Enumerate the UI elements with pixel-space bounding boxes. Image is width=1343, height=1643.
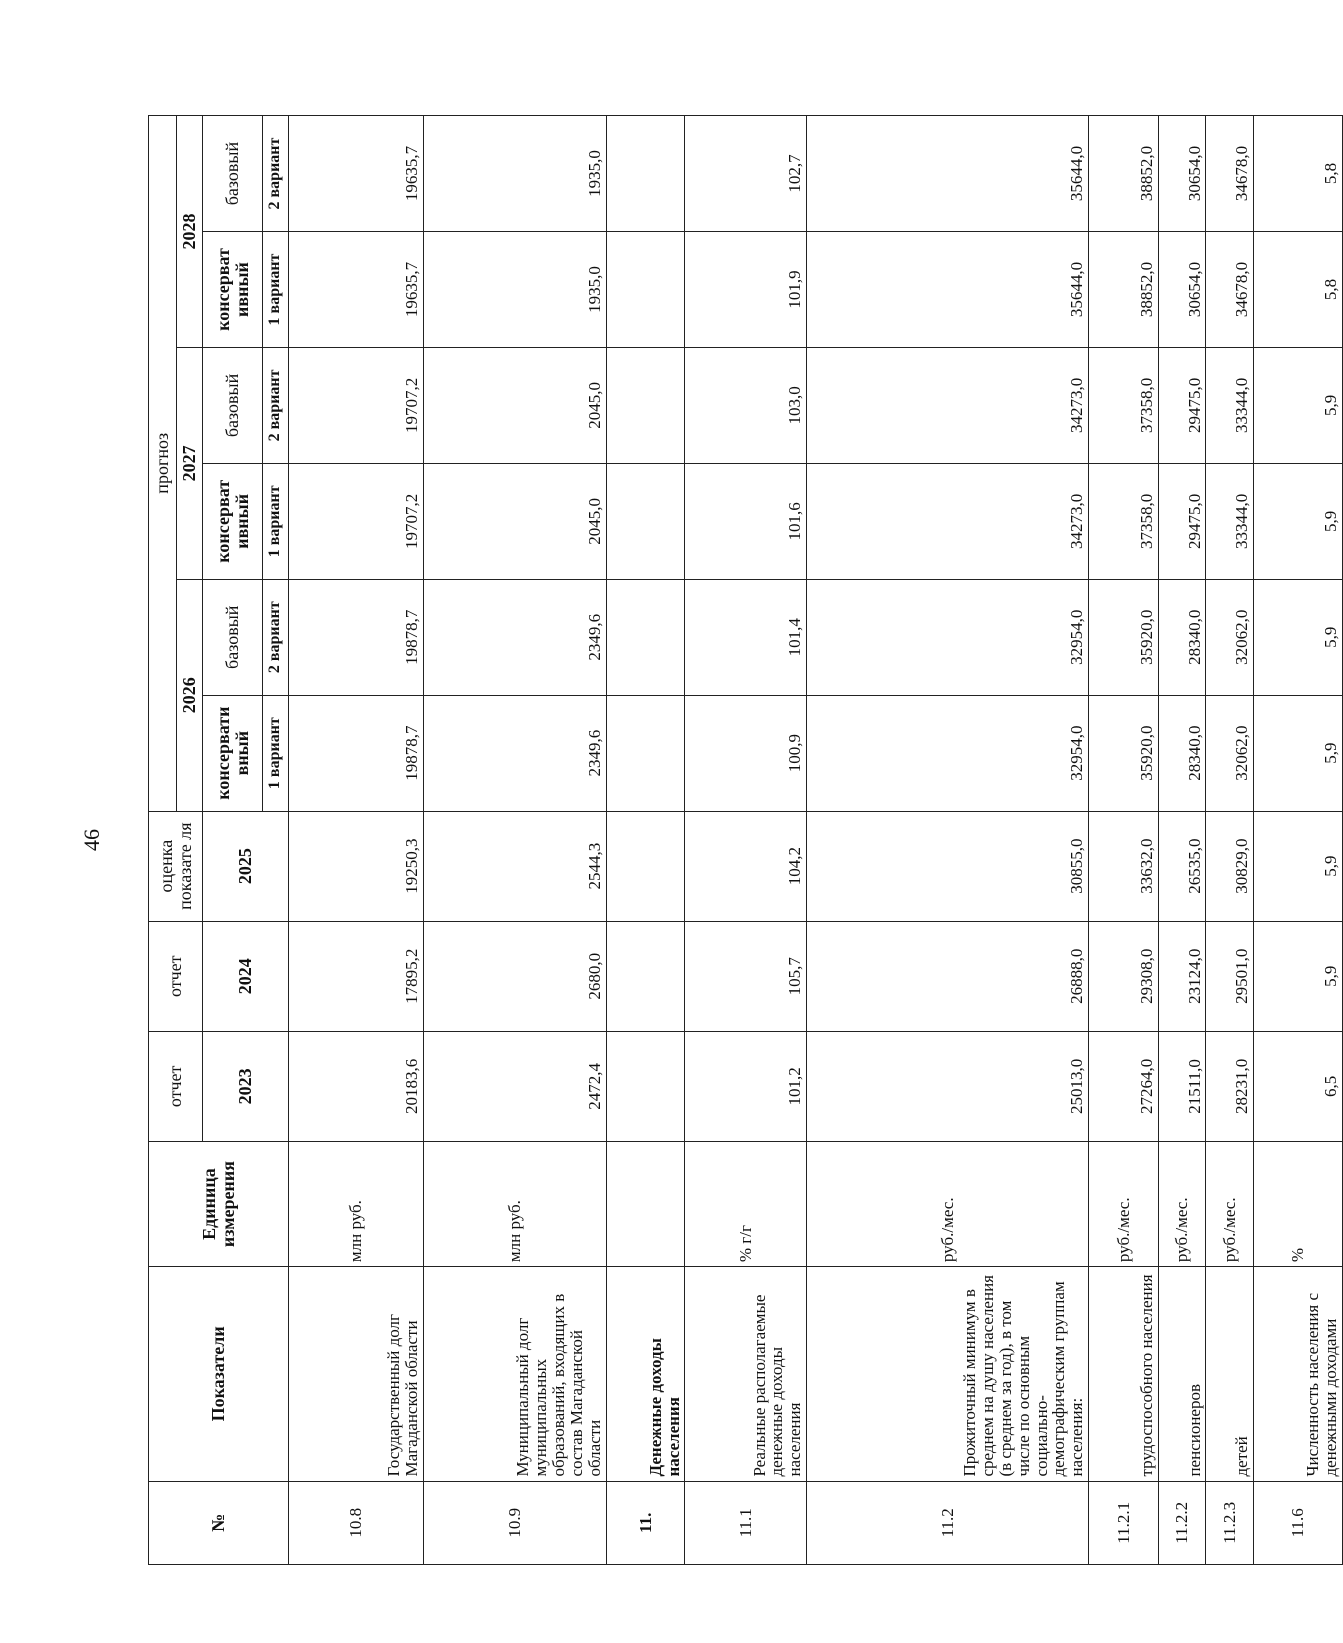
conservative-2026-header: консервати вный	[203, 695, 263, 811]
value-cell: 1935,0	[424, 232, 607, 348]
variant-1-2026: 1 вариант	[263, 695, 289, 811]
estimate-header: оценка показате ля	[149, 811, 203, 921]
table-row	[807, 116, 1089, 1565]
value-cell: 35644,0	[807, 116, 1089, 232]
row-number: 10.8	[289, 1481, 424, 1564]
value-cell: 32062,0	[1206, 579, 1254, 695]
indicator-name: Численность населения с денежными доходами	[1253, 1267, 1342, 1481]
row-number: 11.2.3	[1206, 1481, 1254, 1564]
value-cell: 28340,0	[1158, 695, 1206, 811]
variant-1-2027: 1 вариант	[263, 463, 289, 579]
value-cell: 29475,0	[1158, 347, 1206, 463]
col-no-header: №	[149, 1481, 289, 1564]
value-cell: 17895,2	[289, 921, 424, 1031]
value-cell: 37358,0	[1089, 463, 1159, 579]
value-cell: 30829,0	[1206, 811, 1254, 921]
value-cell	[606, 921, 685, 1031]
year-2028-header: 2028	[177, 116, 203, 348]
value-cell: 5,9	[1253, 579, 1342, 695]
value-cell: 2045,0	[424, 463, 607, 579]
value-cell: 33344,0	[1206, 463, 1254, 579]
table-row	[289, 116, 424, 1565]
unit-cell: руб./мес.	[1206, 1141, 1254, 1266]
value-cell: 19635,7	[289, 232, 424, 348]
value-cell: 25013,0	[807, 1031, 1089, 1141]
value-cell: 19707,2	[289, 347, 424, 463]
year-2027-header: 2027	[177, 347, 203, 579]
value-cell: 34678,0	[1206, 232, 1254, 348]
value-cell: 35920,0	[1089, 579, 1159, 695]
year-2024-header: 2024	[203, 921, 289, 1031]
value-cell: 34273,0	[807, 347, 1089, 463]
value-cell: 30855,0	[807, 811, 1089, 921]
value-cell: 38852,0	[1089, 232, 1159, 348]
variant-2-2026: 2 вариант	[263, 579, 289, 695]
year-2023-header: 2023	[203, 1031, 289, 1141]
value-cell	[606, 347, 685, 463]
base-2028-header: базовый	[203, 116, 263, 232]
forecast-table	[148, 115, 1343, 1565]
value-cell: 34678,0	[1206, 116, 1254, 232]
value-cell: 100,9	[685, 695, 807, 811]
value-cell: 2045,0	[424, 347, 607, 463]
value-cell: 105,7	[685, 921, 807, 1031]
table-row	[1089, 116, 1159, 1565]
row-number: 11.2	[807, 1481, 1089, 1564]
value-cell: 5,9	[1253, 811, 1342, 921]
forecast-header: прогноз	[149, 116, 177, 812]
value-cell: 5,8	[1253, 232, 1342, 348]
conservative-2027-header: консерват ивный	[203, 463, 263, 579]
row-number: 11.1	[685, 1481, 807, 1564]
table-row	[1206, 116, 1254, 1565]
table-body	[289, 116, 1343, 1565]
value-cell: 30654,0	[1158, 232, 1206, 348]
value-cell: 19878,7	[289, 695, 424, 811]
value-cell	[606, 811, 685, 921]
value-cell: 34273,0	[807, 463, 1089, 579]
value-cell: 35644,0	[807, 232, 1089, 348]
value-cell: 5,9	[1253, 347, 1342, 463]
indicator-name: трудоспособного населения	[1089, 1267, 1159, 1481]
report-2023-header: отчет	[149, 1031, 203, 1141]
value-cell: 26888,0	[807, 921, 1089, 1031]
value-cell: 38852,0	[1089, 116, 1159, 232]
value-cell: 30654,0	[1158, 116, 1206, 232]
unit-cell	[606, 1141, 685, 1266]
row-number: 11.	[606, 1481, 685, 1564]
value-cell: 5,9	[1253, 695, 1342, 811]
row-number: 11.6	[1253, 1481, 1342, 1564]
value-cell: 20183,6	[289, 1031, 424, 1141]
variant-1-2028: 1 вариант	[263, 232, 289, 348]
indicator-name: детей	[1206, 1267, 1254, 1481]
row-number: 10.9	[424, 1481, 607, 1564]
unit-cell: руб./мес.	[1089, 1141, 1159, 1266]
conservative-2028-header: консерват ивный	[203, 232, 263, 348]
value-cell: 32954,0	[807, 695, 1089, 811]
value-cell: 27264,0	[1089, 1031, 1159, 1141]
year-2025-header: 2025	[203, 811, 289, 921]
indicator-name: пенсионеров	[1158, 1267, 1206, 1481]
value-cell: 19707,2	[289, 463, 424, 579]
unit-cell: млн руб.	[289, 1141, 424, 1266]
value-cell	[606, 695, 685, 811]
table-row	[424, 116, 607, 1565]
value-cell: 19878,7	[289, 579, 424, 695]
value-cell: 102,7	[685, 116, 807, 232]
variant-2-2028: 2 вариант	[263, 116, 289, 232]
value-cell: 2544,3	[424, 811, 607, 921]
table-row	[1158, 116, 1206, 1565]
col-unit-header: Единица измерения	[149, 1141, 289, 1266]
value-cell: 104,2	[685, 811, 807, 921]
value-cell: 35920,0	[1089, 695, 1159, 811]
row-number: 11.2.1	[1089, 1481, 1159, 1564]
value-cell: 32062,0	[1206, 695, 1254, 811]
value-cell: 19250,3	[289, 811, 424, 921]
value-cell: 2680,0	[424, 921, 607, 1031]
unit-cell: % г/г	[685, 1141, 807, 1266]
value-cell: 32954,0	[807, 579, 1089, 695]
value-cell: 29475,0	[1158, 463, 1206, 579]
value-cell: 5,8	[1253, 116, 1342, 232]
col-indicator-header: Показатели	[149, 1267, 289, 1481]
value-cell: 37358,0	[1089, 347, 1159, 463]
unit-cell: руб./мес.	[1158, 1141, 1206, 1266]
indicator-name: Государственный долг Магаданской области	[289, 1267, 424, 1481]
year-2026-header: 2026	[177, 579, 203, 811]
value-cell: 5,9	[1253, 463, 1342, 579]
row-number: 11.2.2	[1158, 1481, 1206, 1564]
report-2024-header: отчет	[149, 921, 203, 1031]
value-cell: 2472,4	[424, 1031, 607, 1141]
indicator-name: Муниципальный долг муниципальных образований, входящих в состав Магаданской области	[424, 1267, 607, 1481]
value-cell: 101,6	[685, 463, 807, 579]
value-cell	[606, 232, 685, 348]
value-cell: 28340,0	[1158, 579, 1206, 695]
value-cell: 23124,0	[1158, 921, 1206, 1031]
value-cell: 101,2	[685, 1031, 807, 1141]
indicator-name: Прожиточный минимум в среднем на душу населения (в среднем за год), в том числе по основным социально-демографическим группам населения:	[807, 1267, 1089, 1481]
unit-cell: %	[1253, 1141, 1342, 1266]
value-cell: 101,4	[685, 579, 807, 695]
variant-2-2027: 2 вариант	[263, 347, 289, 463]
value-cell: 103,0	[685, 347, 807, 463]
value-cell: 101,9	[685, 232, 807, 348]
table-row	[685, 116, 807, 1565]
value-cell: 29308,0	[1089, 921, 1159, 1031]
base-2026-header: базовый	[203, 579, 263, 695]
value-cell	[606, 116, 685, 232]
value-cell	[606, 1031, 685, 1141]
value-cell: 28231,0	[1206, 1031, 1254, 1141]
value-cell: 2349,6	[424, 695, 607, 811]
value-cell: 1935,0	[424, 116, 607, 232]
value-cell: 21511,0	[1158, 1031, 1206, 1141]
unit-cell: руб./мес.	[807, 1141, 1089, 1266]
value-cell: 26535,0	[1158, 811, 1206, 921]
value-cell	[606, 579, 685, 695]
value-cell: 19635,7	[289, 116, 424, 232]
base-2027-header: базовый	[203, 347, 263, 463]
value-cell: 2349,6	[424, 579, 607, 695]
indicator-name: Реальные располагаемые денежные доходы населения	[685, 1267, 807, 1481]
value-cell: 6,5	[1253, 1031, 1342, 1141]
indicator-name: Денежные доходы населения	[606, 1267, 685, 1481]
value-cell: 29501,0	[1206, 921, 1254, 1031]
value-cell: 33632,0	[1089, 811, 1159, 921]
value-cell	[606, 463, 685, 579]
page-number: 46	[79, 829, 104, 851]
table-row	[606, 116, 685, 1565]
unit-cell: млн руб.	[424, 1141, 607, 1266]
value-cell: 33344,0	[1206, 347, 1254, 463]
value-cell: 5,9	[1253, 921, 1342, 1031]
table-row	[1253, 116, 1342, 1565]
rotated-table-container	[148, 115, 1343, 1565]
